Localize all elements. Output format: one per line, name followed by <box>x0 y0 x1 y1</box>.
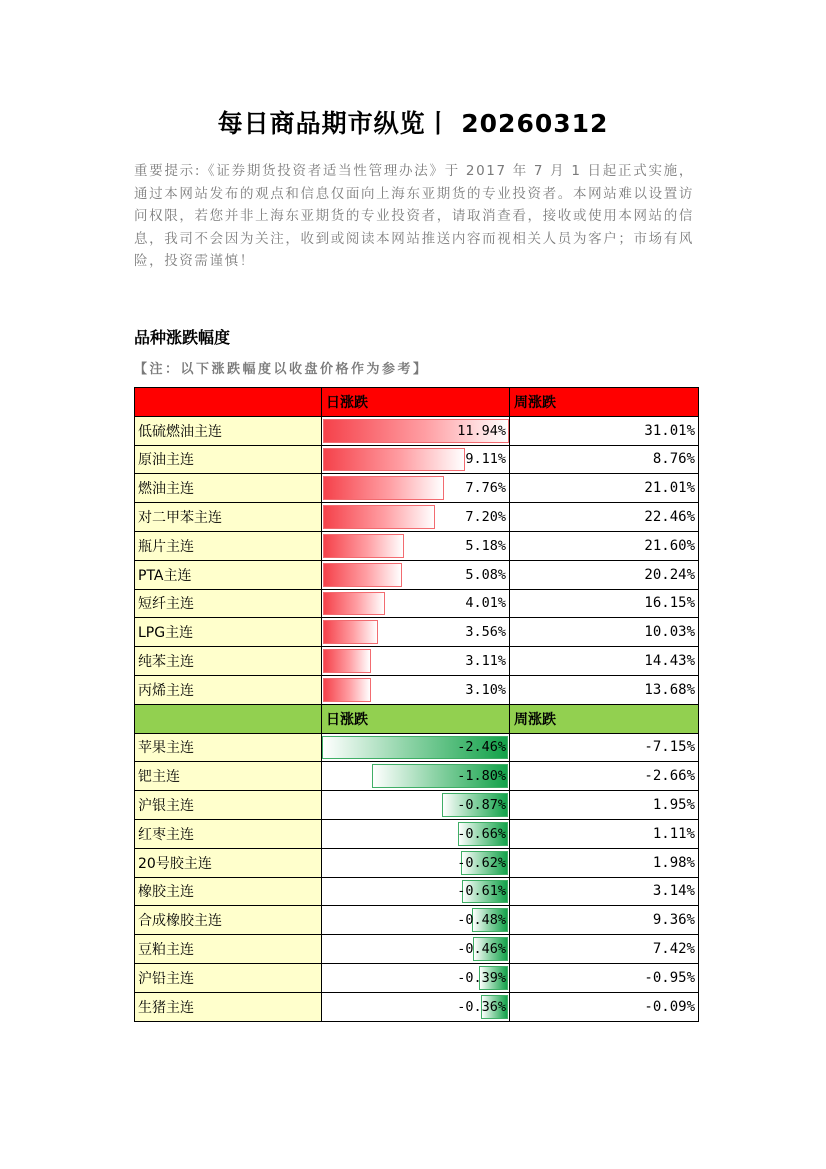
commodity-name: 沪银主连 <box>135 791 322 820</box>
losers-header-row <box>135 704 699 733</box>
day-change-cell <box>322 445 510 474</box>
day-change-value: -2.46% <box>457 739 506 756</box>
header-day-change-label: 日涨跌 <box>326 394 368 411</box>
week-change-value: 1.95% <box>510 791 699 820</box>
day-change-value: 7.20% <box>465 509 506 526</box>
week-change-value: 14.43% <box>510 647 699 676</box>
header-blank-cell <box>135 388 322 417</box>
day-change-cell <box>322 531 510 560</box>
day-change-value: -1.80% <box>457 768 506 785</box>
day-change-cell <box>322 762 510 791</box>
day-change-cell <box>322 474 510 503</box>
table-row <box>135 848 699 877</box>
header-day-change <box>322 704 510 733</box>
table-row <box>135 819 699 848</box>
gain-data-bar <box>323 505 435 529</box>
table-row <box>135 877 699 906</box>
day-change-cell <box>322 819 510 848</box>
day-change-value: 5.08% <box>465 566 506 583</box>
table-row <box>135 791 699 820</box>
week-change-value: 22.46% <box>510 503 699 532</box>
week-change-value: 21.60% <box>510 531 699 560</box>
week-change-value: -7.15% <box>510 733 699 762</box>
gain-data-bar <box>323 448 465 472</box>
day-change-value: 4.01% <box>465 595 506 612</box>
day-change-cell <box>322 647 510 676</box>
table-row <box>135 474 699 503</box>
price-change-table <box>134 387 699 1022</box>
day-change-cell <box>322 589 510 618</box>
table-note: 【注：以下涨跌幅度以收盘价格作为参考】 <box>134 362 429 377</box>
week-change-value: 13.68% <box>510 675 699 704</box>
table-row <box>135 992 699 1021</box>
header-week-change <box>510 388 699 417</box>
day-change-value: 11.94% <box>457 422 506 439</box>
week-change-value: 10.03% <box>510 618 699 647</box>
table-row <box>135 675 699 704</box>
week-change-value: 20.24% <box>510 560 699 589</box>
day-change-value: -0.46% <box>457 941 506 958</box>
header-blank-cell <box>135 704 322 733</box>
week-change-value: 1.98% <box>510 848 699 877</box>
table-row <box>135 762 699 791</box>
day-change-value: -0.36% <box>457 998 506 1015</box>
gainers-header-row <box>135 388 699 417</box>
day-change-value: -0.39% <box>457 969 506 986</box>
commodity-name: 瓶片主连 <box>135 531 322 560</box>
header-week-change-label: 周涨跌 <box>514 711 556 728</box>
page-title: 每日商品期市纵览丨 20260312 <box>217 109 609 138</box>
day-change-cell <box>322 935 510 964</box>
day-change-value: 5.18% <box>465 537 506 554</box>
day-change-value: -0.48% <box>457 912 506 929</box>
commodity-name: 苹果主连 <box>135 733 322 762</box>
week-change-value: 3.14% <box>510 877 699 906</box>
commodity-name: 20号胶主连 <box>135 848 322 877</box>
day-change-cell <box>322 733 510 762</box>
table-row <box>135 531 699 560</box>
disclaimer-notice: 重要提示:《证券期货投资者适当性管理办法》于 2017 年 7 月 1 日起正式实施，通过本网站发布的观点和信息仅面向上海东亚期货的专业投资者。本网站难以设置访问权限，若您并非上海东亚期货的专业投资者，请取消查看，接收或使用本网站的信息，我司不会因为关注，收到或阅读本网站推送内容而视相关人员为客户；市场有风险，投资需谨慎！ <box>134 163 694 269</box>
commodity-name: 燃油主连 <box>135 474 322 503</box>
table-row <box>135 445 699 474</box>
day-change-cell <box>322 675 510 704</box>
table-row <box>135 503 699 532</box>
header-week-change <box>510 704 699 733</box>
week-change-value: -2.66% <box>510 762 699 791</box>
commodity-name: 豆粕主连 <box>135 935 322 964</box>
day-change-cell <box>322 906 510 935</box>
table-row <box>135 963 699 992</box>
day-change-cell <box>322 992 510 1021</box>
gain-data-bar <box>323 563 402 587</box>
gain-data-bar <box>323 649 371 673</box>
commodity-name: 钯主连 <box>135 762 322 791</box>
gain-data-bar <box>323 592 385 616</box>
day-change-value: -0.61% <box>457 883 506 900</box>
gain-data-bar <box>323 534 404 558</box>
week-change-value: 8.76% <box>510 445 699 474</box>
commodity-name: 低硫燃油主连 <box>135 416 322 445</box>
table-row <box>135 647 699 676</box>
commodity-name: 合成橡胶主连 <box>135 906 322 935</box>
day-change-value: -0.87% <box>457 797 506 814</box>
day-change-cell <box>322 416 510 445</box>
day-change-value: -0.62% <box>457 854 506 871</box>
day-change-cell <box>322 560 510 589</box>
day-change-value: 9.11% <box>465 451 506 468</box>
commodity-name: PTA主连 <box>135 560 322 589</box>
table-row <box>135 733 699 762</box>
table-row <box>135 935 699 964</box>
commodity-name: 红枣主连 <box>135 819 322 848</box>
week-change-value: 7.42% <box>510 935 699 964</box>
week-change-value: -0.09% <box>510 992 699 1021</box>
commodity-name: 生猪主连 <box>135 992 322 1021</box>
day-change-cell <box>322 877 510 906</box>
day-change-cell <box>322 963 510 992</box>
commodity-name: 原油主连 <box>135 445 322 474</box>
gain-data-bar <box>323 678 371 702</box>
table-row <box>135 560 699 589</box>
commodity-name: LPG主连 <box>135 618 322 647</box>
week-change-value: 21.01% <box>510 474 699 503</box>
header-day-change <box>322 388 510 417</box>
day-change-value: 3.56% <box>465 624 506 641</box>
day-change-value: 7.76% <box>465 480 506 497</box>
day-change-cell <box>322 503 510 532</box>
week-change-value: 9.36% <box>510 906 699 935</box>
section-title: 品种涨跌幅度 <box>134 328 231 347</box>
day-change-cell <box>322 791 510 820</box>
week-change-value: 16.15% <box>510 589 699 618</box>
week-change-value: 1.11% <box>510 819 699 848</box>
day-change-value: 3.10% <box>465 681 506 698</box>
week-change-value: -0.95% <box>510 963 699 992</box>
gain-data-bar <box>323 620 378 644</box>
commodity-name: 纯苯主连 <box>135 647 322 676</box>
commodity-name: 对二甲苯主连 <box>135 503 322 532</box>
gain-data-bar <box>323 476 444 500</box>
header-week-change-label: 周涨跌 <box>514 394 556 411</box>
commodity-name: 短纤主连 <box>135 589 322 618</box>
table-row <box>135 416 699 445</box>
day-change-cell <box>322 848 510 877</box>
day-change-cell <box>322 618 510 647</box>
commodity-name: 橡胶主连 <box>135 877 322 906</box>
table-row <box>135 618 699 647</box>
day-change-value: -0.66% <box>457 825 506 842</box>
commodity-name: 沪铅主连 <box>135 963 322 992</box>
header-day-change-label: 日涨跌 <box>326 711 368 728</box>
table-row <box>135 906 699 935</box>
day-change-value: 3.11% <box>465 653 506 670</box>
commodity-name: 丙烯主连 <box>135 675 322 704</box>
table-row <box>135 589 699 618</box>
week-change-value: 31.01% <box>510 416 699 445</box>
